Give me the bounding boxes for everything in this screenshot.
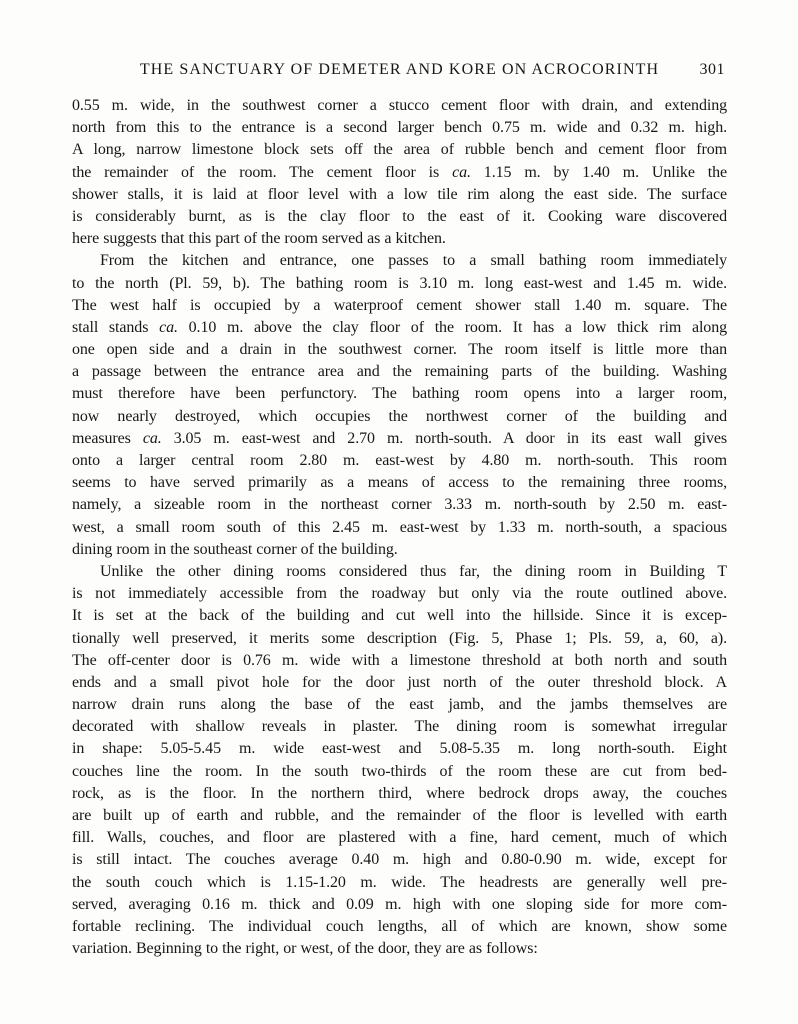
text-line: is considerably burnt, as is the clay floor to the east of it. Cooking ware discovered: [72, 207, 727, 225]
text-line: is still intact. The couches average 0.40 m. high and 0.80-0.90 m. wide, except for: [72, 851, 727, 869]
text-line: shower stalls, it is laid at floor level with a low tile rim along the east side. The surface: [72, 185, 727, 203]
text-line: decorated with shallow reveals in plaster. The dining room is somewhat irregular: [72, 718, 727, 736]
text-line: here suggests that this part of the room served as a kitchen.: [72, 230, 446, 248]
text-line: The west half is occupied by a waterproof cement shower stall 1.40 m. square. The: [72, 296, 727, 314]
text-line: to the north (Pl. 59, b). The bathing room is 3.10 m. long east-west and 1.45 m. wide.: [72, 274, 727, 292]
text-line: ends and a small pivot hole for the door just north of the outer threshold block. A: [72, 673, 727, 691]
text-line: dining room in the southeast corner of the building.: [72, 540, 398, 558]
text-line: A long, narrow limestone block sets off the area of rubble bench and cement floor from: [72, 141, 727, 159]
text-line: now nearly destroyed, which occupies the northwest corner of the building and: [72, 407, 727, 425]
text-line: fortable reclining. The individual couch lengths, all of which are known, show some: [72, 917, 727, 935]
text-line: tionally well preserved, it merits some description (Fig. 5, Phase 1; Pls. 59, a, 60, a).: [72, 629, 727, 647]
text-line: served, averaging 0.16 m. thick and 0.09 m. high with one sloping side for more com-: [72, 895, 727, 913]
text-line: the south couch which is 1.15-1.20 m. wide. The headrests are generally well pre-: [72, 873, 727, 891]
running-head: [72, 61, 727, 83]
body-text: [72, 95, 727, 960]
text-line: one open side and a drain in the southwest corner. The room itself is little more than: [72, 341, 727, 359]
page-header-title: THE SANCTUARY OF DEMETER AND KORE ON ACROCORINTH: [139, 61, 660, 78]
text-line: rock, as is the floor. In the northern third, where bedrock drops away, the couches: [72, 784, 727, 802]
text-line: variation. Beginning to the right, or west, of the door, they are as follows:: [72, 940, 538, 958]
text-line: measures ca. 3.05 m. east-west and 2.70 m. north-south. A door in its east wall gives: [72, 429, 727, 447]
text-line: fill. Walls, couches, and floor are plastered with a fine, hard cement, much of which: [72, 829, 727, 847]
text-line: onto a larger central room 2.80 m. east-west by 4.80 m. north-south. This room: [72, 452, 727, 469]
text-line: is not immediately accessible from the roadway but only via the route outlined above.: [72, 585, 727, 603]
text-line: must therefore have been perfunctory. The bathing room opens into a larger room,: [72, 385, 727, 403]
text-line: west, a small room south of this 2.45 m. east-west by 1.33 m. north-south, a spacious: [72, 518, 727, 536]
text-line: the remainder of the room. The cement floor is ca. 1.15 m. by 1.40 m. Unlike the: [72, 163, 727, 181]
text-line: From the kitchen and entrance, one passes to a small bathing room immediately: [100, 252, 727, 270]
text-line: stall stands ca. 0.10 m. above the clay floor of the room. It has a low thick rim along: [72, 318, 727, 336]
text-line: are built up of earth and rubble, and the remainder of the floor is levelled with earth: [72, 807, 727, 824]
text-line: It is set at the back of the building and cut well into the hillside. Since it is excep-: [72, 607, 727, 625]
text-line: north from this to the entrance is a second larger bench 0.75 m. wide and 0.32 m. high.: [72, 119, 727, 137]
text-line: narrow drain runs along the base of the east jamb, and the jambs themselves are: [72, 696, 727, 714]
text-line: couches line the room. In the south two-thirds of the room these are cut from bed-: [72, 762, 727, 780]
text-line: namely, a sizeable room in the northeast corner 3.33 m. north-south by 2.50 m. east-: [72, 496, 727, 514]
page-number: 301: [699, 61, 725, 78]
text-line: in shape: 5.05-5.45 m. wide east-west and 5.08-5.35 m. long north-south. Eight: [72, 740, 727, 758]
text-line: Unlike the other dining rooms considered thus far, the dining room in Building T: [100, 562, 727, 580]
text-line: seems to have served primarily as a means of access to the remaining three rooms,: [72, 474, 727, 492]
text-line: The off-center door is 0.76 m. wide with a limestone threshold at both north and south: [72, 651, 727, 669]
text-line: a passage between the entrance area and the remaining parts of the building. Washing: [72, 363, 727, 381]
text-line: 0.55 m. wide, in the southwest corner a stucco cement floor with drain, and extending: [72, 97, 727, 114]
